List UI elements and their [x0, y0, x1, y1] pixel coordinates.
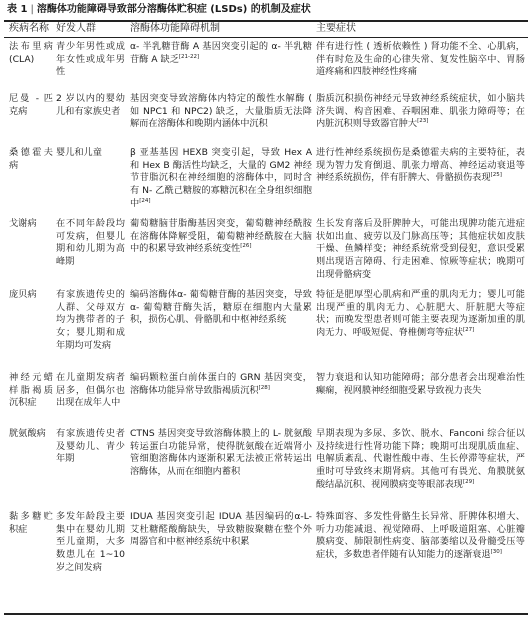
symptoms-text: 智力衰退和认知功能障碍；部分患者会出现难治性癫痫，视网膜神经细胞受累导致视力丧失: [316, 372, 525, 396]
symptoms-cell: [316, 218, 525, 282]
table-header: [0, 22, 531, 36]
population-cell: 有家族遗传史的人群、父母双方均为携带者的子女；婴儿期和成年期均可发病: [56, 289, 125, 351]
population-cell: 在不同年龄段均可发病，但婴儿期和幼儿期为高峰期: [56, 218, 125, 268]
mechanism-cell: [130, 41, 312, 66]
mechanism-cell: [130, 218, 312, 256]
disease-cell: 法布里病 (CLA): [9, 41, 53, 65]
population-cell: 青少年男性或成年女性或成年男性: [56, 41, 125, 78]
symptoms-cell: [316, 41, 525, 79]
population-cell: 多发年龄段主要集中在婴幼儿期至儿童期，大多数患儿在 1~10 岁之间发病: [56, 511, 125, 573]
symptoms-text: 特征是肥厚型心肌病和严重的肌肉无力；婴儿可能出现严重的肌肉无力、心脏肥大、肝脏肥大等症状；而晚发型患者则可能主要表现为逐渐加重的肌肉无力、呼吸短促、脊椎侧弯等症状: [316, 289, 525, 339]
disease-cell: 胱氨酸病: [9, 428, 46, 439]
reference-marker: [25]: [490, 172, 502, 179]
mechanism-cell: [130, 428, 312, 479]
title-separator: |: [30, 4, 34, 15]
reference-marker: [26]: [240, 243, 252, 250]
table-caption: [7, 3, 525, 16]
population-cell: 在儿童期发病者居多，但偶尔也出现在成年人中: [56, 372, 125, 409]
reference-marker: [28]: [258, 384, 270, 391]
population-cell: 婴儿和儿童: [56, 147, 102, 158]
population-cell: 2 岁以内的婴幼儿和有家族史者: [56, 93, 125, 117]
mechanism-text: 编码溶酶体α- 葡萄糖苷酶的基因突变，导致α- 葡萄糖苷酶失活，糖原在细胞内大量累积，损伤心肌、骨骼肌和中枢神经系统: [130, 289, 312, 326]
symptoms-text: 早期表现为多尿、多饮、脱水、Fanconi 综合征以及持续进行性肾功能下降；晚期可出现肌质血症、电解质紊乱、代谢性酸中毒、生长停滞等症状，严重时可导致终末期肾病。其他可有畏光、角膜胱氨酸结晶沉积、视网膜病变等眼部表现: [316, 428, 525, 490]
symptoms-cell: [316, 511, 525, 562]
disease-cell: 戈谢病: [9, 218, 37, 229]
table-label: 表 1: [7, 4, 28, 15]
reference-marker: [30]: [490, 549, 502, 556]
disease-cell: 桑德霍夫病: [9, 147, 53, 171]
mechanism-text: α- 半乳糖苷酶 A 基因突变引起的 α- 半乳糖苷酶 A 缺乏: [130, 41, 312, 65]
column-header-population: 好发人群: [56, 23, 96, 34]
mechanism-cell: [130, 289, 312, 327]
mechanism-cell: [130, 93, 312, 131]
symptoms-cell: [316, 147, 525, 185]
mechanism-text: β 亚基基因 HEXB 突变引起，导致 Hex A 和 Hex B 酶活性均缺乏，大量的 GM2 神经节苷脂沉积在神经细胞的溶酶体中，同时含有 N- 乙酰己糖胺的寡糖沉积在全身组织细胞中: [130, 147, 312, 209]
mechanism-text: CTNS 基因突变导致溶酶体膜上的 L- 胱氨酸转运蛋白功能异常，使得胱氨酸在近端肾小管细胞溶酶体内逐渐积累无法被正常转运出溶酶体，从而在细胞内蓄积: [130, 428, 312, 478]
reference-marker: [24]: [139, 197, 151, 204]
mechanism-text: 编码颗粒蛋白前体蛋白的 GRN 基因突变，溶酶体功能异常导致脂褐质沉积: [130, 372, 312, 396]
mechanism-cell: [130, 372, 312, 397]
column-header-symptoms: 主要症状: [316, 23, 356, 34]
reference-marker: [23]: [417, 118, 429, 125]
symptoms-text: 生长发育落后及肝脾肿大，可能出现脾功能亢进症状如出血、疲劳以及门脉高压等；其他症状如皮肤干燥、鱼鳞样变；神经系统常受到侵犯，意识受累则出现语言障碍、行走困难、惊厥等症状；晚期可出现骨骼病变: [316, 218, 525, 280]
symptoms-cell: [316, 289, 525, 340]
disease-cell: 庞贝病: [9, 289, 37, 300]
symptoms-text: 特殊面容、多发性骨骼生长异常、肝脾体积增大、听力功能减退、视觉障碍、上呼吸道阻塞、心脏瓣膜病变、肺限制性病变、脑部萎缩以及骨髓受压等症状，多数患者伴随有认知能力的逐渐衰退: [316, 511, 525, 561]
mechanism-cell: [130, 147, 312, 211]
header-rule: [4, 37, 528, 38]
bottom-rule: [4, 613, 528, 615]
column-header-disease: 疾病名称: [9, 23, 49, 34]
reference-marker: [29]: [463, 478, 475, 485]
column-header-mechanism: 溶酶体功能障碍机制: [130, 23, 220, 34]
table-title: 溶酶体功能障碍导致部分溶酶体贮积症 (LSDs) 的机制及症状: [36, 4, 311, 15]
disease-cell: 黏多糖贮积症: [9, 511, 53, 535]
symptoms-text: 伴有进行性 ( 透析依赖性 ) 肾功能不全、心肌病，伴有时危及生命的心律失常、复发性脑卒中、胃肠道疼痛和四肢神经性疼痛: [316, 41, 525, 78]
disease-cell: 神经元蜡样脂褐质沉积症: [9, 372, 53, 409]
mechanism-text: IDUA 基因突变引起 IDUA 基因编码的α-L- 艾杜糖醛酸酶缺失，导致糖胺聚糖在整个外周器官和中枢神经系统中积累: [130, 511, 312, 548]
mechanism-text: 葡萄糖脑苷脂酶基因突变，葡萄糖神经酰胺在溶酶体降解受阻，葡萄糖神经酰胺在大脑中的积累导致神经系统变性: [130, 218, 312, 255]
mechanism-text: 基因突变导致溶酶体内特定的酸性水解酶 ( 如 NPC1 和 NPC2) 缺乏，大量脂质无法降解而在溶酶体和晚期内涵体中沉积: [130, 93, 312, 130]
reference-marker: [21-22]: [178, 53, 200, 60]
symptoms-cell: [316, 428, 525, 492]
mechanism-cell: [130, 511, 312, 549]
reference-marker: [27]: [463, 327, 475, 334]
symptoms-text: 进行性神经系统损伤是桑德霍夫病的主要特征，表现为智力发育倒退、肌张力增高、神经运动衰退等神经系统损伤，伴有肝脾大、骨骼损伤表现: [316, 147, 525, 184]
population-cell: 有家族遗传史者及婴幼儿、青少年期: [56, 428, 125, 465]
symptoms-cell: [316, 93, 525, 131]
symptoms-text: 脂质沉积损伤神经元导致神经系统症状，如小脑共济失调、构音困难、吞咽困难、肌张力障碍等；在内脏沉积则导致器官肿大: [316, 93, 525, 130]
disease-cell: 尼曼 - 匹克病: [9, 93, 53, 117]
symptoms-cell: [316, 372, 525, 397]
